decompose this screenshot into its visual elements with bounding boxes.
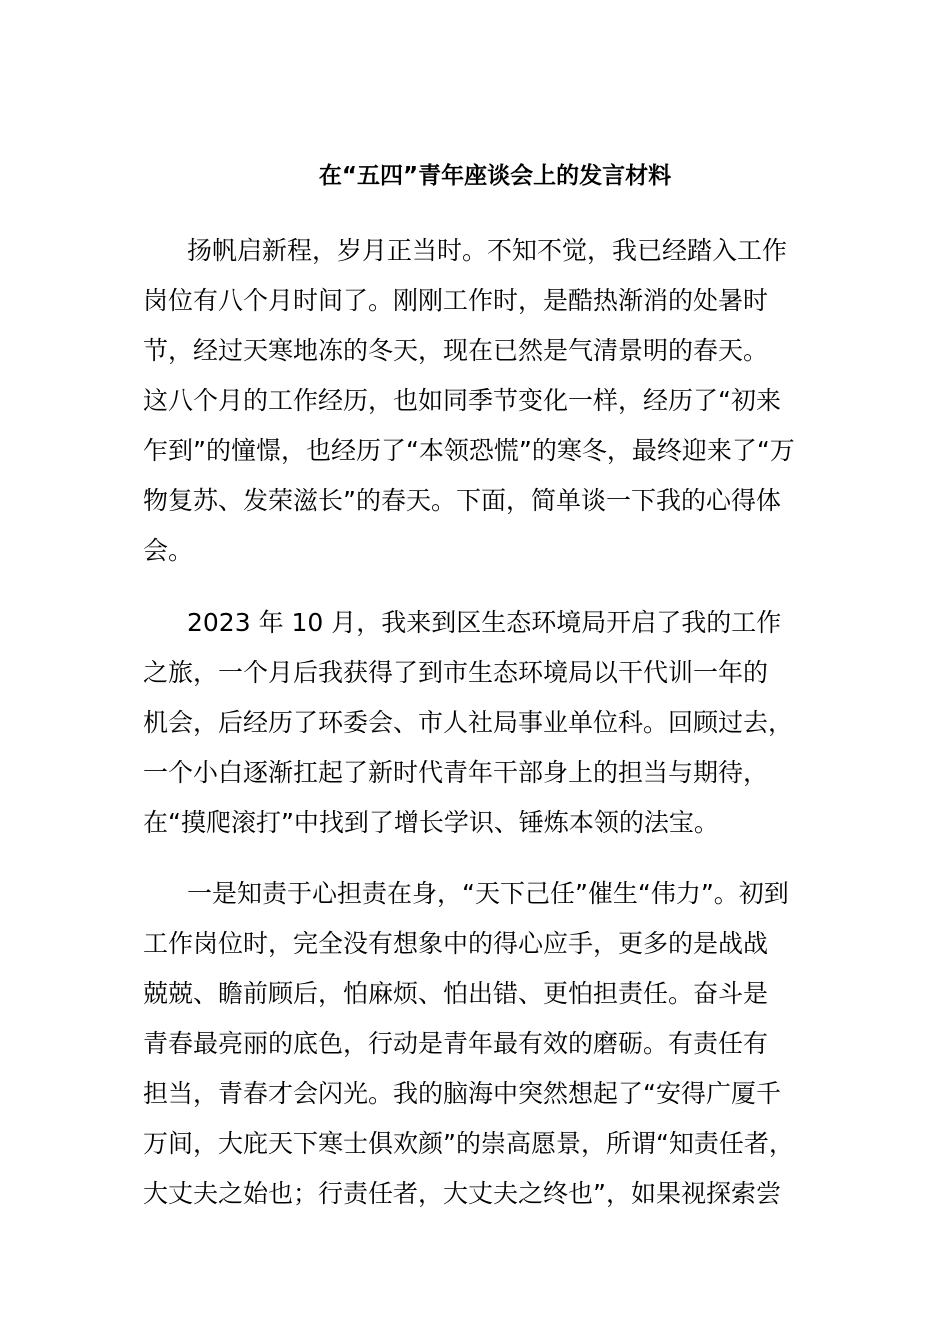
paragraph-line: 之旅，一个月后我获得了到市生态环境局以干代训一年的 [143, 658, 769, 687]
paragraph-line: 岗位有八个月时间了。刚刚工作时，是酷热渐消的处暑时 [143, 286, 769, 315]
paragraph-line: 一是知责于心担责在身，“天下己任”催生“伟力”。初到 [187, 879, 789, 908]
paragraph-line: 担当，青春才会闪光。我的脑海中突然想起了“安得广厦千 [143, 1079, 781, 1108]
paragraph-line: 机会，后经历了环委会、市人社局事业单位科。回顾过去， [143, 708, 794, 737]
paragraph-line: 这八个月的工作经历，也如同季节变化一样，经历了“初来 [143, 386, 781, 415]
paragraph-line: 乍到”的憧憬，也经历了“本领恐慌”的寒冬，最终迎来了“万 [143, 436, 795, 465]
paragraph-3 [143, 869, 813, 1219]
paragraph-line: 兢兢、瞻前顾后，怕麻烦、怕出错、更怕担责任。奋斗是 [143, 979, 769, 1008]
paragraph-2 [143, 598, 813, 848]
paragraph-line: 青春最亮丽的底色，行动是青年最有效的磨砺。有责任有 [143, 1029, 769, 1058]
paragraph-line: 工作岗位时，完全没有想象中的得心应手，更多的是战战 [143, 929, 769, 958]
paragraph-1 [143, 226, 813, 576]
paragraph-line: 会。 [143, 536, 194, 565]
paragraph-line: 大丈夫之始也；行责任者，大丈夫之终也”，如果视探索尝 [143, 1179, 781, 1208]
document-title: 在“五四”青年座谈会上的发言材料 [318, 163, 672, 189]
paragraph-line: 物复苏、发荣滋长”的春天。下面，简单谈一下我的心得体 [143, 486, 781, 515]
paragraph-line: 节，经过天寒地冻的冬天，现在已然是气清景明的春天。 [143, 336, 769, 365]
paragraph-line: 扬帆启新程，岁月正当时。不知不觉，我已经踏入工作 [187, 236, 788, 265]
paragraph-line: 万间，大庇天下寒士俱欢颜”的崇高愿景，所谓“知责任者， [143, 1129, 794, 1158]
paragraph-line: 一个小白逐渐扛起了新时代青年干部身上的担当与期待， [143, 758, 769, 787]
paragraph-line: 在“摸爬滚打”中找到了增长学识、锤炼本领的法宝。 [143, 808, 719, 837]
paragraph-line: 2023 年 10 月，我来到区生态环境局开启了我的工作 [187, 608, 782, 637]
